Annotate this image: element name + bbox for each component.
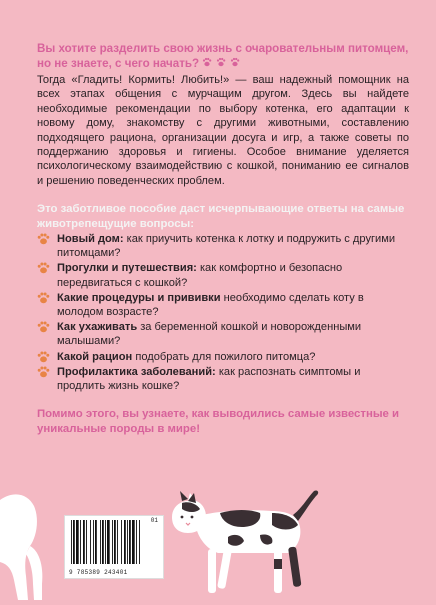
barcode-bar — [100, 520, 101, 564]
barcode-bar — [136, 520, 137, 564]
paw-icon — [37, 292, 50, 308]
question-item — [37, 365, 409, 393]
white-cat-illustration — [0, 480, 60, 605]
barcode-bar — [83, 520, 85, 564]
barcode-bar — [139, 520, 140, 564]
question-text: как комфортно и безопасно передвигаться с кошкой? — [57, 262, 343, 289]
question-item — [37, 261, 409, 289]
barcode-bar — [73, 520, 75, 564]
question-item — [37, 291, 409, 319]
barcode-bar — [93, 520, 94, 564]
question-topic: Профилактика заболеваний: — [57, 365, 216, 378]
barcode-bar — [127, 520, 128, 564]
barcode-bar — [132, 520, 135, 564]
barcode-bar — [112, 520, 113, 564]
questions-list — [37, 232, 409, 393]
question-topic: Какие процедуры и прививки — [57, 291, 221, 304]
paw-icon — [37, 233, 50, 249]
barcode-bar — [117, 520, 118, 564]
cover-headline: Вы хотите разделить свою жизнь с очаровательным питомцем, но не знаете, с чего начать? — [37, 42, 409, 72]
questions-lead: Это заботливое пособие даст исчерпывающие ответы на самые животрепещущие вопросы: — [37, 203, 405, 230]
barcode-bar — [107, 520, 110, 564]
barcode-bar — [71, 520, 72, 564]
question-text: подобрать для пожилого питомца? — [132, 350, 316, 363]
barcode-bar — [80, 520, 81, 564]
barcode-bar — [121, 520, 122, 564]
question-topic: Какой рацион — [57, 350, 133, 363]
barcode-bar — [129, 520, 131, 564]
question-topic: Новый дом: — [57, 233, 124, 246]
paw-icon — [37, 321, 50, 337]
question-text: как приучить котенка к лотку и подружить с другими питомцами? — [57, 233, 396, 260]
paw-icon — [37, 366, 50, 382]
barcode-bar — [114, 520, 116, 564]
barcode-bar — [102, 520, 104, 564]
barcode-bars — [71, 520, 157, 564]
question-text: как распознать симптомы и продлить жизнь кошке? — [57, 365, 361, 393]
paw-icon — [37, 262, 50, 278]
paw-icon — [231, 57, 239, 65]
question-item — [37, 350, 409, 364]
barcode-bar — [124, 520, 126, 564]
closing-statement: Помимо этого, вы узнаете, как выводились самые известные и уникальные породы в мире! — [37, 408, 400, 435]
paw-icon — [217, 57, 225, 65]
intro-paragraph: Тогда «Гладить! Кормить! Любить!» — ваш надежный помощник на всех этапах общения с мурчащим другом. Здесь вы найдете необходимые рекомендации по выбору котенка, его адаптации к новому дому, знакомству с другими животными, составлению подходящего рациона, организации досуга и игр, а также советы по поддержанию здоровья и гигиены. Особое внимание уделяется психологическому взаимодействию с кошкой, пониманию ее сигналов и решению поведенческих проблем. — [37, 74, 409, 187]
question-topic: Прогулки и путешествия: — [57, 262, 197, 275]
calico-cat-illustration — [168, 487, 328, 605]
question-item — [37, 232, 409, 260]
cover-text-block — [37, 42, 409, 436]
question-item — [37, 320, 409, 348]
paw-icon — [203, 57, 211, 65]
isbn-barcode — [64, 515, 164, 579]
question-topic: Как ухаживать — [57, 321, 138, 334]
question-text: необходимо сделать коту в молодом возрасте? — [57, 291, 364, 319]
question-text: за беременной кошкой и новорожденными малышами? — [57, 321, 362, 348]
barcode-bar — [105, 520, 106, 564]
barcode-bar — [95, 520, 97, 564]
barcode-issue-code: 01 — [150, 517, 158, 524]
barcode-isbn-number: 9 785389 243401 — [69, 569, 128, 576]
barcode-bar — [90, 520, 91, 564]
barcode-bar — [76, 520, 79, 564]
paw-icons-row — [202, 57, 242, 73]
barcode-bar — [86, 520, 87, 564]
